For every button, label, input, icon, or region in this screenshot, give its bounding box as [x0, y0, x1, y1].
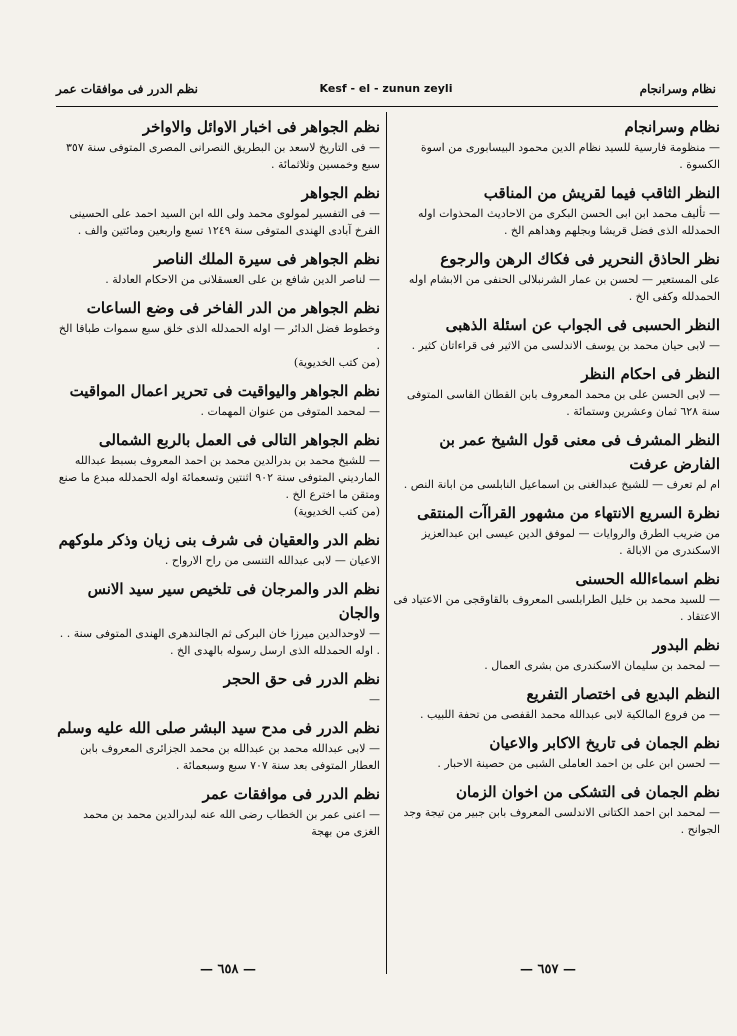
header-rule	[56, 106, 718, 107]
entry-body: — منظومة فارسية للسيد نظام الدين محمود البيسابورى من اسوة الكسوة .	[420, 141, 720, 171]
entry-title: نظرة السريع الانتهاء من مشهور القراآت المنتقى	[417, 504, 720, 522]
entry-title: نظم الجواهر من الدر الفاخر فى وضع الساعات	[86, 299, 380, 317]
entry	[56, 379, 380, 420]
page-number-left: — ٦٥٨ —	[200, 962, 257, 977]
entry	[56, 115, 380, 173]
entry	[392, 247, 720, 305]
entry-body: — فى التفسير لمولوى محمد ولى الله ابن السيد احمد على الحسينى الفرخ آبادى الهندى المتوفى سنة ١٢٤٩ تسع واربعين ومائتين والف .	[69, 207, 380, 237]
entry-title: نظم الدرر فى مدح سيد البشر صلى الله عليه وسلم	[57, 719, 380, 737]
entry	[392, 633, 720, 674]
entry-title: النظر الثاقب فيما لقريش من المناقب	[483, 184, 720, 202]
entry-title: نظام وسرانجام	[624, 118, 720, 136]
entry-body: — لمحمد المتوفى من عنوان المهمات .	[200, 405, 380, 418]
left-column	[56, 115, 380, 848]
entry-title: نظم الجمان فى تاريخ الاكابر والاعيان	[489, 734, 720, 752]
entry-body: وخطوط فضل الدائر — اوله الحمدلله الذى خلق سبع سموات طباقا الخ .	[58, 322, 380, 352]
column-divider	[386, 112, 387, 974]
entry-body: — اعنى عمر بن الخطاب رضى الله عنه لبدرالدين محمد بن محمد الغزى من بهجة	[83, 808, 380, 838]
entry	[392, 501, 720, 559]
entry-body: — من فروع المالكية لابى عبدالله محمد القفصى من تحفة اللبيب .	[419, 708, 720, 721]
entry-title: نظر الحاذق النحرير فى فكاك الرهن والرجوع	[440, 250, 720, 268]
entry-title: نظم الدرر فى حق الحجر	[223, 670, 380, 688]
entry-note: (من كتب الخديوية)	[293, 505, 380, 518]
entry-body: —	[369, 693, 380, 706]
entry-body: الاعيان — لابى عبدالله التنسى من راح الارواح .	[164, 554, 380, 567]
entry-body: — لابى الحسن على بن محمد المعروف بابن القطان الفاسى المتوفى سنة ٦٢٨ ثمان وعشرين وستمائة .	[406, 388, 720, 418]
entry	[56, 667, 380, 708]
entry	[392, 115, 720, 173]
entry	[392, 567, 720, 625]
entry-title: نظم الجواهر فى سيرة الملك الناصر	[154, 250, 380, 268]
entry-title: النظر فى احكام النظر	[581, 365, 720, 383]
entry	[392, 362, 720, 420]
entry	[56, 181, 380, 239]
entry-body: — لاوحدالدين ميرزا خان البركى ثم الجالندهرى الهندى المتوفى سنة . . . اوله الحمدلله الذى ارسل رسوله بالهدى الخ .	[59, 627, 380, 657]
entry-body: — للسيد محمد بن خليل الطرابلسى المعروف بالقاوقجى من الاعتياد فى الاعتقاد .	[393, 593, 720, 623]
entry	[392, 731, 720, 772]
entry-body: على المستعير — لحسن بن عمار الشرنبلالى الحنفى من الابشام اوله الحمدلله وكفى الخ .	[408, 273, 720, 303]
entry-title: نظم الدرر فى موافقات عمر	[202, 785, 380, 803]
entry-body: — للشيخ محمد بن بدرالدين محمد بن احمد المعروف بسبط عبدالله المارديني المتوفى سنة ٩٠٢ اثنتين وتسعمائة اوله الحمدلله مبدع ما صنع ومتقن ما اخترع الخ .	[58, 454, 380, 501]
entry-note: (من كتب الخديوية)	[293, 356, 380, 369]
entry-body: من ضريب الطرق والروايات — لموفق الدين عيسى ابن عبدالعزيز الاسكندرى من الابالة .	[421, 527, 720, 557]
entry	[56, 247, 380, 288]
entry-title: نظم الجواهر فى اخبار الاوائل والاواخر	[142, 118, 380, 136]
header-center-title: Kesf - el - zunun zeyli	[319, 82, 453, 95]
entry-title: نظم الدر والمرجان فى تلخيص سير سيد الانس والجان	[87, 580, 380, 622]
running-header	[56, 82, 716, 104]
entry	[392, 428, 720, 493]
entry	[56, 296, 380, 371]
entry	[56, 577, 380, 659]
entry	[56, 528, 380, 569]
entry-body: — تأليف محمد ابن ابى الحسن البكرى من الاحاديث المحذوات اوله الحمدلله الذى فضل قريشا وبجلهم وهداهم الخ .	[417, 207, 720, 237]
entry	[56, 428, 380, 520]
entry	[56, 716, 380, 774]
entry-title: نظم اسماءالله الحسنى	[575, 570, 720, 588]
entry-title: نظم البدور	[652, 636, 720, 654]
entry	[392, 181, 720, 239]
entry-title: النظم البديع فى اختصار التفريع	[526, 685, 720, 703]
entry-title: نظم الجواهر واليواقيت فى تحرير اعمال المواقيت	[69, 382, 380, 400]
entry-body: — لحسن ابن على بن احمد العاملى الشبى من حصينة الاحبار .	[437, 757, 720, 770]
entry-body: — لابى حيان محمد بن يوسف الاندلسى من الاثير فى قراءاتان كثير .	[411, 339, 720, 352]
entry-title: نظم الجمان فى التشكى من اخوان الزمان	[455, 783, 720, 801]
entry-title: نظم الجواهر التالى فى العمل بالربع الشمالى	[98, 431, 380, 449]
entry-title: النظر المشرف فى معنى قول الشيخ عمر بن الفارض عرفت	[439, 431, 720, 473]
entry-body: — فى التاريخ لاسعد بن البطريق النصرانى المصرى المتوفى سنة ٣٥٧ سبع وخمسين وثلاثمائة .	[66, 141, 380, 171]
entry-title: نظم الدر والعقيان فى شرف بنى زيان وذكر ملوكهم	[58, 531, 380, 549]
right-column	[392, 115, 720, 846]
entry	[56, 782, 380, 840]
entry-body: — لمحمد ابن احمد الكتانى الاندلسى المعروف بابن جبير من تيجة وجد الجوانح .	[403, 806, 720, 836]
entry	[392, 682, 720, 723]
entry-body: ام لم تعرف — للشيخ عبدالغنى بن اسماعيل النابلسى من ابانة النص .	[403, 478, 720, 491]
entry	[392, 313, 720, 354]
entry-body: — لابى عبدالله محمد بن عبدالله بن محمد الجزائرى المعروف بابن العطار المتوفى بعد سنة ٧٠٧ سبع وسبعمائة .	[80, 742, 380, 772]
page-number-right: — ٦٥٧ —	[520, 962, 577, 977]
header-left-title: نظم الدرر فى موافقات عمر	[56, 82, 198, 96]
entry-body: — لمحمد بن سليمان الاسكندرى من بشرى العمال .	[484, 659, 720, 672]
entry	[392, 780, 720, 838]
header-right-title: نظام وسرانجام	[639, 82, 716, 96]
entry-body: — لناصر الدين شافع بن على العسقلانى من الاحكام العادلة .	[105, 273, 380, 286]
entry-title: نظم الجواهر	[301, 184, 380, 202]
entry-title: النظر الحسبى فى الجواب عن اسئلة الذهبى	[445, 316, 720, 334]
